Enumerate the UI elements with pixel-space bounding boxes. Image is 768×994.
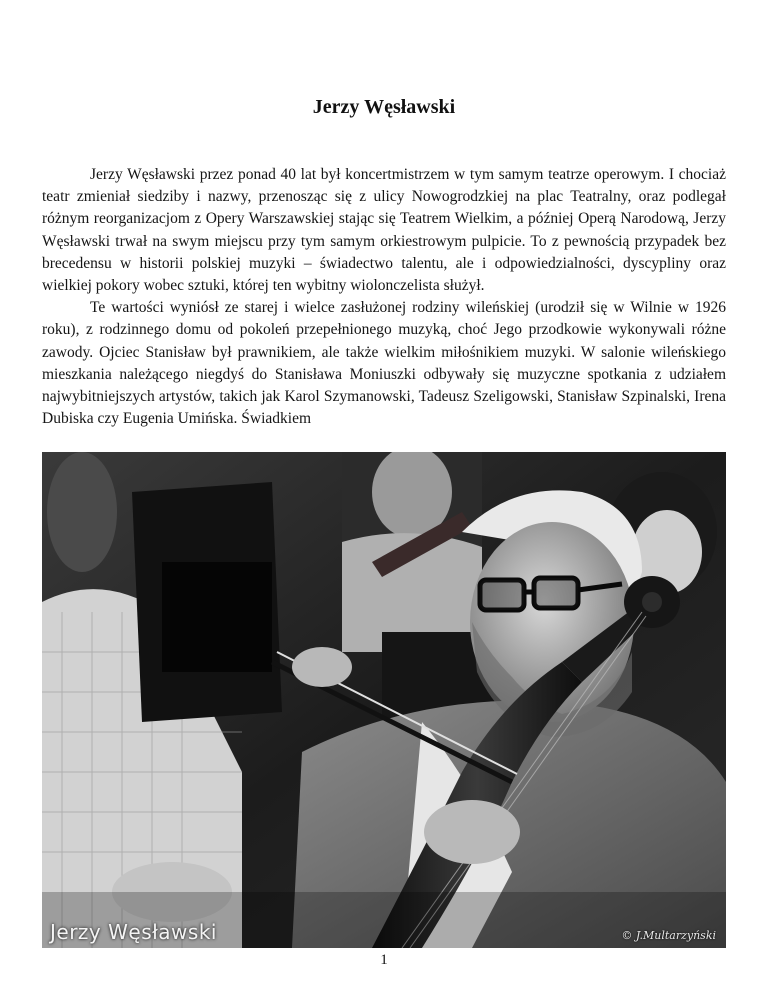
photo-illustration [42, 452, 726, 948]
photo-credit: © J.Multarzyński [621, 929, 716, 942]
photo-caption: Jerzy Węsławski [50, 920, 217, 944]
body-text [42, 164, 726, 430]
page-title: Jerzy Węsławski [312, 96, 456, 118]
paragraph-1: Jerzy Węsławski przez ponad 40 lat był koncertmistrzem w tym samym teatrze operowym. I chociaż teatr zmieniał siedziby i nazwy, przenosząc się z ulicy Nowogrodzkiej na plac Teatralny, oraz podlegał różnym reorganizacjom z Opery Warszawskiej stając się Teatrem Wielkim, a później Operą Narodową, Jerzy Węsławski trwał na swym miejscu przy tym samym orkiestrowym pulpicie. To z pewnością przypadek bez brecedensu w historii polskiej muzyki – świadectwo talentu, ale i odpowiedzialności, dyscypliny oraz wielkiej pokory wobec sztuki, której ten wybitny wiolonczelista służył. [42, 166, 726, 295]
page-number: 1 [380, 952, 388, 968]
photograph-cellist [42, 452, 726, 948]
paragraph-2: Te wartości wyniósł ze starej i wielce zasłużonej rodziny wileńskiej (urodził się w Wilnie w 1926 roku), z rodzinnego domu od pokoleń przepełnionego muzyką, choć Jego przodkowie wykonywali różne zawody. Ojciec Stanisław był prawnikiem, ale także wielkim miłośnikiem muzyki. W salonie wileńskiego mieszkania należącego niegdyś do Stanisława Moniuszki odbywały się muzyczne spotkania z udziałem najwybitniejszych artystów, takich jak Karol Szymanowski, Tadeusz Szeligowski, Stanisław Szpinalski, Irena Dubiska czy Eugenia Umińska. Świadkiem [42, 299, 726, 428]
